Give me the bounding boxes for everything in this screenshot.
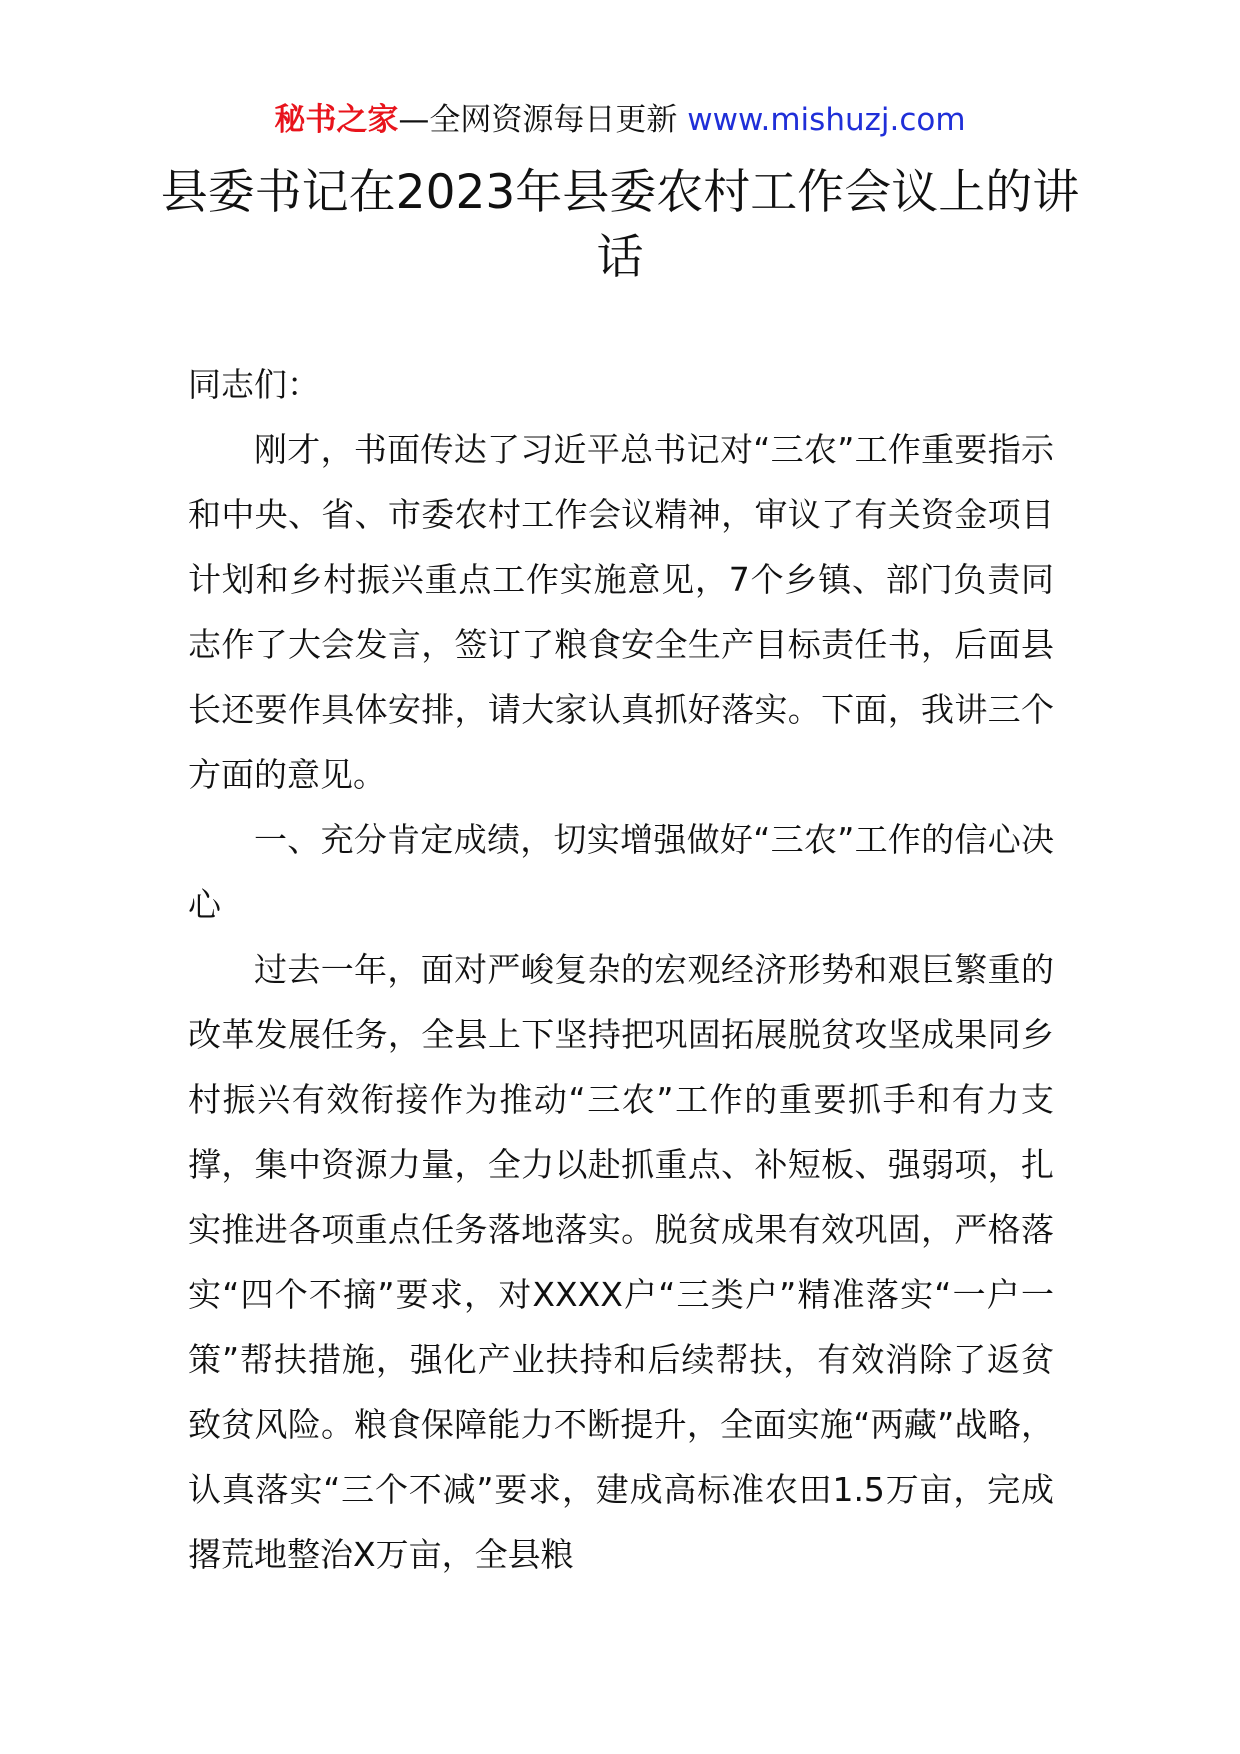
paragraph-achievements: 过去一年，面对严峻复杂的宏观经济形势和艰巨繁重的改革发展任务，全县上下坚持把巩固拓展脱贫攻坚成果同乡村振兴有效衔接作为推动“三农”工作的重要抓手和有力支撑，集中资源力量，全力以赴抓重点、补短板、强弱项，扎实推进各项重点任务落地落实。脱贫成果有效巩固，严格落实“四个不摘”要求，对XXXX户“三类户”精准落实“一户一策”帮扶措施，强化产业扶持和后续帮扶，有效消除了返贫致贫风险。粮食保障能力不断提升，全面实施“两藏”战略，认真落实“三个不减”要求，建成高标准农田1.5万亩，完成撂荒地整治X万亩，全县粮 <box>188 950 1054 1574</box>
paragraph-intro: 刚才，书面传达了习近平总书记对“三农”工作重要指示和中央、省、市委农村工作会议精神，审议了有关资金项目计划和乡村振兴重点工作实施意见，7个乡镇、部门负责同志作了大会发言，签订了粮食安全生产目标责任书，后面县长还要作具体安排，请大家认真抓好落实。下面，我讲三个方面的意见。 <box>188 430 1054 794</box>
section-heading-1: 一、充分肯定成绩，切实增强做好“三农”工作的信心决心 <box>188 820 1054 924</box>
site-url-link[interactable]: www.mishuzj.com <box>687 102 966 138</box>
salutation: 同志们： <box>188 365 320 404</box>
site-brand: 秘书之家 <box>274 102 399 138</box>
document-body <box>188 352 1054 1587</box>
site-header <box>0 98 1240 142</box>
site-tagline: —全网资源每日更新 <box>398 102 678 138</box>
document-title: 县委书记在2023年县委农村工作会议上的讲话 <box>160 165 1080 285</box>
